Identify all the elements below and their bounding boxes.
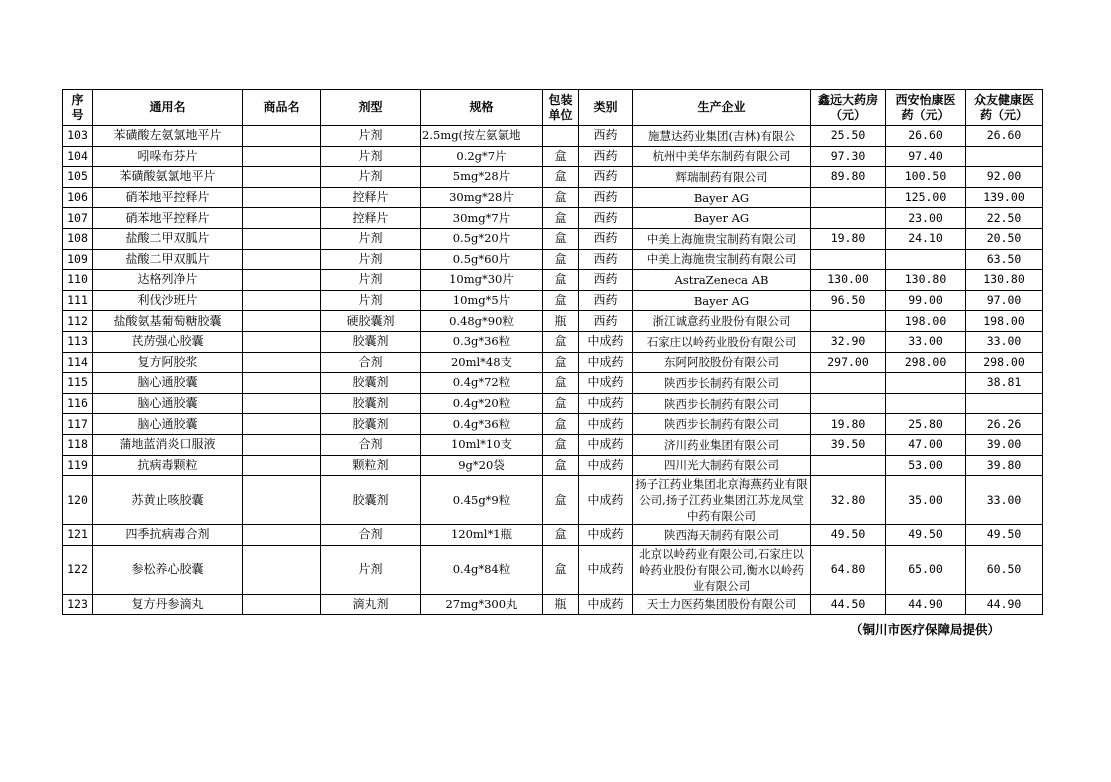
cell-brand-name: [243, 545, 321, 594]
cell-dosage-form: 片剂: [321, 249, 421, 270]
cell-brand-name: [243, 414, 321, 435]
cell-brand-name: [243, 167, 321, 188]
cell-brand-name: [243, 594, 321, 615]
cell-category: 西药: [579, 208, 633, 229]
cell-price-xian-yikang: 33.00: [886, 331, 966, 352]
cell-unit: 盒: [543, 146, 579, 167]
cell-category: 西药: [579, 270, 633, 291]
cell-category: 中成药: [579, 455, 633, 476]
cell-seq: 116: [63, 393, 93, 414]
cell-spec: 0.48g*90粒: [421, 311, 543, 332]
cell-manufacturer: 扬子江药业集团北京海燕药业有限公司,扬子江药业集团江苏龙凤堂中药有限公司: [633, 476, 811, 525]
cell-brand-name: [243, 146, 321, 167]
cell-price-xinyuan: [811, 249, 886, 270]
cell-dosage-form: 片剂: [321, 146, 421, 167]
table-row: [63, 393, 1043, 414]
cell-spec: 10mg*5片: [421, 290, 543, 311]
header-price-zhongyou: 众友健康医药（元）: [966, 90, 1043, 126]
cell-seq: 117: [63, 414, 93, 435]
cell-seq: 121: [63, 525, 93, 546]
cell-price-xian-yikang: 99.00: [886, 290, 966, 311]
cell-brand-name: [243, 290, 321, 311]
cell-price-xinyuan: [811, 311, 886, 332]
cell-brand-name: [243, 187, 321, 208]
cell-brand-name: [243, 476, 321, 525]
cell-price-xian-yikang: 26.60: [886, 126, 966, 147]
cell-generic-name: 参松养心胶囊: [93, 545, 243, 594]
cell-generic-name: 苏黄止咳胶囊: [93, 476, 243, 525]
table-row: [63, 476, 1043, 525]
cell-price-xinyuan: 297.00: [811, 352, 886, 373]
cell-category: 中成药: [579, 545, 633, 594]
table-row: [63, 290, 1043, 311]
cell-manufacturer: 中美上海施贵宝制药有限公司: [633, 228, 811, 249]
cell-price-xinyuan: 130.00: [811, 270, 886, 291]
cell-price-xian-yikang: 298.00: [886, 352, 966, 373]
cell-generic-name: 硝苯地平控释片: [93, 208, 243, 229]
cell-brand-name: [243, 208, 321, 229]
cell-price-zhongyou: 26.26: [966, 414, 1043, 435]
cell-manufacturer: 陕西海天制药有限公司: [633, 525, 811, 546]
table-row: [63, 545, 1043, 594]
cell-price-xinyuan: 96.50: [811, 290, 886, 311]
header-category: 类别: [579, 90, 633, 126]
cell-price-zhongyou: 44.90: [966, 594, 1043, 615]
table-row: [63, 187, 1043, 208]
cell-price-zhongyou: 139.00: [966, 187, 1043, 208]
cell-brand-name: [243, 249, 321, 270]
cell-unit: 盒: [543, 290, 579, 311]
cell-manufacturer: 北京以岭药业有限公司,石家庄以岭药业股份有限公司,衡水以岭药业有限公司: [633, 545, 811, 594]
cell-seq: 114: [63, 352, 93, 373]
header-generic-name: 通用名: [93, 90, 243, 126]
cell-seq: 115: [63, 373, 93, 394]
cell-price-xian-yikang: 23.00: [886, 208, 966, 229]
header-price-xian-yikang: 西安怡康医药（元）: [886, 90, 966, 126]
cell-price-xian-yikang: 97.40: [886, 146, 966, 167]
cell-unit: 盒: [543, 270, 579, 291]
cell-generic-name: 脑心通胶囊: [93, 414, 243, 435]
cell-spec: 20ml*48支: [421, 352, 543, 373]
cell-category: 中成药: [579, 331, 633, 352]
cell-price-xian-yikang: 53.00: [886, 455, 966, 476]
cell-manufacturer: 天士力医药集团股份有限公司: [633, 594, 811, 615]
cell-spec: 30mg*28片: [421, 187, 543, 208]
table-header-row: [63, 90, 1043, 126]
cell-price-xinyuan: 97.30: [811, 146, 886, 167]
cell-dosage-form: 胶囊剂: [321, 393, 421, 414]
table-row: [63, 249, 1043, 270]
cell-brand-name: [243, 393, 321, 414]
cell-manufacturer: 中美上海施贵宝制药有限公司: [633, 249, 811, 270]
cell-unit: 盒: [543, 434, 579, 455]
cell-dosage-form: 片剂: [321, 290, 421, 311]
cell-generic-name: 脑心通胶囊: [93, 393, 243, 414]
cell-generic-name: 硝苯地平控释片: [93, 187, 243, 208]
cell-price-xinyuan: 64.80: [811, 545, 886, 594]
cell-price-zhongyou: 26.60: [966, 126, 1043, 147]
cell-unit: 盒: [543, 167, 579, 188]
cell-spec: 2.5mg(按左氨氯地: [421, 126, 543, 147]
cell-generic-name: 盐酸二甲双胍片: [93, 228, 243, 249]
cell-dosage-form: 胶囊剂: [321, 476, 421, 525]
cell-spec: 0.4g*36粒: [421, 414, 543, 435]
table-row: [63, 414, 1043, 435]
cell-manufacturer: 施慧达药业集团(吉林)有限公: [633, 126, 811, 147]
cell-seq: 105: [63, 167, 93, 188]
cell-seq: 123: [63, 594, 93, 615]
cell-unit: 盒: [543, 228, 579, 249]
cell-seq: 112: [63, 311, 93, 332]
cell-manufacturer: 陕西步长制药有限公司: [633, 414, 811, 435]
cell-seq: 122: [63, 545, 93, 594]
cell-manufacturer: Bayer AG: [633, 187, 811, 208]
cell-price-zhongyou: 130.80: [966, 270, 1043, 291]
cell-price-xian-yikang: [886, 393, 966, 414]
table-row: [63, 311, 1043, 332]
cell-price-xinyuan: 25.50: [811, 126, 886, 147]
cell-price-xian-yikang: 25.80: [886, 414, 966, 435]
cell-generic-name: 盐酸二甲双胍片: [93, 249, 243, 270]
cell-price-zhongyou: 63.50: [966, 249, 1043, 270]
cell-manufacturer: AstraZeneca AB: [633, 270, 811, 291]
cell-manufacturer: 杭州中美华东制药有限公司: [633, 146, 811, 167]
cell-dosage-form: 胶囊剂: [321, 373, 421, 394]
cell-brand-name: [243, 455, 321, 476]
header-manufacturer: 生产企业: [633, 90, 811, 126]
cell-spec: 10ml*10支: [421, 434, 543, 455]
cell-spec: 0.45g*9粒: [421, 476, 543, 525]
cell-brand-name: [243, 270, 321, 291]
cell-seq: 111: [63, 290, 93, 311]
cell-category: 西药: [579, 311, 633, 332]
cell-price-xinyuan: 44.50: [811, 594, 886, 615]
cell-dosage-form: 滴丸剂: [321, 594, 421, 615]
cell-generic-name: 达格列净片: [93, 270, 243, 291]
cell-unit: 盒: [543, 352, 579, 373]
cell-category: 西药: [579, 187, 633, 208]
cell-price-zhongyou: 49.50: [966, 525, 1043, 546]
cell-price-xinyuan: 19.80: [811, 228, 886, 249]
cell-category: 西药: [579, 290, 633, 311]
source-caption: （铜川市医疗保障局提供）: [850, 622, 1001, 637]
cell-unit: 盒: [543, 476, 579, 525]
header-spec: 规格: [421, 90, 543, 126]
drug-price-table: [62, 89, 1043, 615]
cell-price-zhongyou: 298.00: [966, 352, 1043, 373]
cell-dosage-form: 胶囊剂: [321, 331, 421, 352]
cell-generic-name: 苯磺酸氨氯地平片: [93, 167, 243, 188]
cell-seq: 110: [63, 270, 93, 291]
cell-price-xian-yikang: 198.00: [886, 311, 966, 332]
cell-dosage-form: 合剂: [321, 525, 421, 546]
cell-price-xian-yikang: 35.00: [886, 476, 966, 525]
cell-manufacturer: 四川光大制药有限公司: [633, 455, 811, 476]
cell-category: 中成药: [579, 373, 633, 394]
header-seq: 序号: [63, 90, 93, 126]
cell-price-zhongyou: 60.50: [966, 545, 1043, 594]
header-dosage-form: 剂型: [321, 90, 421, 126]
table-row: [63, 373, 1043, 394]
cell-unit: 盒: [543, 249, 579, 270]
table-row: [63, 228, 1043, 249]
cell-manufacturer: Bayer AG: [633, 208, 811, 229]
cell-unit: 盒: [543, 525, 579, 546]
cell-seq: 119: [63, 455, 93, 476]
cell-price-xian-yikang: 24.10: [886, 228, 966, 249]
cell-price-xinyuan: [811, 208, 886, 229]
cell-price-xinyuan: 39.50: [811, 434, 886, 455]
cell-brand-name: [243, 434, 321, 455]
cell-spec: 5mg*28片: [421, 167, 543, 188]
cell-manufacturer: 石家庄以岭药业股份有限公司: [633, 331, 811, 352]
cell-price-xian-yikang: 65.00: [886, 545, 966, 594]
cell-price-zhongyou: [966, 393, 1043, 414]
cell-seq: 104: [63, 146, 93, 167]
cell-spec: 0.5g*20片: [421, 228, 543, 249]
cell-spec: 120ml*1瓶: [421, 525, 543, 546]
cell-price-xinyuan: [811, 455, 886, 476]
cell-price-zhongyou: 198.00: [966, 311, 1043, 332]
cell-price-zhongyou: 33.00: [966, 331, 1043, 352]
cell-spec: 9g*20袋: [421, 455, 543, 476]
cell-unit: 盒: [543, 373, 579, 394]
cell-category: 西药: [579, 228, 633, 249]
cell-dosage-form: 胶囊剂: [321, 414, 421, 435]
cell-price-zhongyou: 20.50: [966, 228, 1043, 249]
cell-price-xinyuan: [811, 393, 886, 414]
cell-generic-name: 吲哚布芬片: [93, 146, 243, 167]
cell-dosage-form: 控释片: [321, 208, 421, 229]
cell-brand-name: [243, 373, 321, 394]
cell-category: 中成药: [579, 393, 633, 414]
cell-category: 西药: [579, 146, 633, 167]
cell-category: 西药: [579, 167, 633, 188]
table-row: [63, 146, 1043, 167]
cell-brand-name: [243, 525, 321, 546]
cell-spec: 30mg*7片: [421, 208, 543, 229]
cell-manufacturer: 陕西步长制药有限公司: [633, 373, 811, 394]
cell-category: 中成药: [579, 594, 633, 615]
cell-price-xian-yikang: 100.50: [886, 167, 966, 188]
cell-price-xinyuan: 89.80: [811, 167, 886, 188]
cell-unit: 盒: [543, 208, 579, 229]
cell-brand-name: [243, 331, 321, 352]
table-row: [63, 455, 1043, 476]
cell-brand-name: [243, 352, 321, 373]
cell-price-xinyuan: [811, 187, 886, 208]
cell-manufacturer: 济川药业集团有限公司: [633, 434, 811, 455]
cell-seq: 106: [63, 187, 93, 208]
cell-seq: 108: [63, 228, 93, 249]
cell-dosage-form: 颗粒剂: [321, 455, 421, 476]
cell-dosage-form: 片剂: [321, 545, 421, 594]
cell-generic-name: 苯磺酸左氨氯地平片: [93, 126, 243, 147]
cell-seq: 113: [63, 331, 93, 352]
table-row: [63, 126, 1043, 147]
cell-spec: 27mg*300丸: [421, 594, 543, 615]
table-row: [63, 594, 1043, 615]
table-body: [63, 126, 1043, 615]
cell-spec: 0.4g*20粒: [421, 393, 543, 414]
cell-spec: 0.5g*60片: [421, 249, 543, 270]
cell-seq: 118: [63, 434, 93, 455]
cell-brand-name: [243, 126, 321, 147]
cell-generic-name: 脑心通胶囊: [93, 373, 243, 394]
cell-price-xian-yikang: 49.50: [886, 525, 966, 546]
cell-generic-name: 蒲地蓝消炎口服液: [93, 434, 243, 455]
cell-price-xinyuan: [811, 373, 886, 394]
cell-generic-name: 利伐沙班片: [93, 290, 243, 311]
cell-spec: 0.2g*7片: [421, 146, 543, 167]
cell-generic-name: 复方阿胶浆: [93, 352, 243, 373]
cell-price-zhongyou: 39.00: [966, 434, 1043, 455]
table-row: [63, 434, 1043, 455]
cell-category: 西药: [579, 126, 633, 147]
cell-manufacturer: Bayer AG: [633, 290, 811, 311]
cell-category: 中成药: [579, 352, 633, 373]
table-row: [63, 525, 1043, 546]
cell-price-xinyuan: 49.50: [811, 525, 886, 546]
cell-unit: 盒: [543, 414, 579, 435]
cell-spec: 10mg*30片: [421, 270, 543, 291]
cell-generic-name: 复方丹参滴丸: [93, 594, 243, 615]
cell-category: 西药: [579, 249, 633, 270]
header-brand-name: 商品名: [243, 90, 321, 126]
cell-price-xinyuan: 32.90: [811, 331, 886, 352]
cell-spec: 0.3g*36粒: [421, 331, 543, 352]
cell-unit: 盒: [543, 393, 579, 414]
cell-unit: 盒: [543, 331, 579, 352]
cell-price-xinyuan: 19.80: [811, 414, 886, 435]
cell-manufacturer: 陕西步长制药有限公司: [633, 393, 811, 414]
cell-unit: 盒: [543, 187, 579, 208]
cell-price-zhongyou: 33.00: [966, 476, 1043, 525]
cell-price-xian-yikang: 47.00: [886, 434, 966, 455]
table-row: [63, 208, 1043, 229]
cell-brand-name: [243, 311, 321, 332]
cell-generic-name: 盐酸氨基葡萄糖胶囊: [93, 311, 243, 332]
cell-price-xian-yikang: 125.00: [886, 187, 966, 208]
cell-dosage-form: 合剂: [321, 352, 421, 373]
cell-unit: 瓶: [543, 594, 579, 615]
cell-unit: 盒: [543, 455, 579, 476]
cell-price-zhongyou: 97.00: [966, 290, 1043, 311]
cell-category: 中成药: [579, 414, 633, 435]
cell-price-xian-yikang: [886, 249, 966, 270]
cell-category: 中成药: [579, 434, 633, 455]
cell-manufacturer: 东阿阿胶股份有限公司: [633, 352, 811, 373]
cell-generic-name: 芪苈强心胶囊: [93, 331, 243, 352]
cell-dosage-form: 片剂: [321, 270, 421, 291]
cell-brand-name: [243, 228, 321, 249]
cell-unit: [543, 126, 579, 147]
cell-price-xian-yikang: [886, 373, 966, 394]
cell-price-zhongyou: 22.50: [966, 208, 1043, 229]
cell-seq: 107: [63, 208, 93, 229]
cell-price-xian-yikang: 44.90: [886, 594, 966, 615]
cell-manufacturer: 浙江诚意药业股份有限公司: [633, 311, 811, 332]
cell-dosage-form: 硬胶囊剂: [321, 311, 421, 332]
cell-unit: 瓶: [543, 311, 579, 332]
cell-dosage-form: 控释片: [321, 187, 421, 208]
cell-generic-name: 抗病毒颗粒: [93, 455, 243, 476]
cell-price-xian-yikang: 130.80: [886, 270, 966, 291]
cell-seq: 120: [63, 476, 93, 525]
table-row: [63, 331, 1043, 352]
cell-dosage-form: 片剂: [321, 167, 421, 188]
cell-category: 中成药: [579, 476, 633, 525]
header-price-xinyuan: 鑫远大药房（元）: [811, 90, 886, 126]
cell-spec: 0.4g*72粒: [421, 373, 543, 394]
cell-seq: 103: [63, 126, 93, 147]
cell-price-zhongyou: 39.80: [966, 455, 1043, 476]
cell-dosage-form: 合剂: [321, 434, 421, 455]
table-row: [63, 167, 1043, 188]
cell-unit: 盒: [543, 545, 579, 594]
table-row: [63, 352, 1043, 373]
header-unit: 包装单位: [543, 90, 579, 126]
cell-price-zhongyou: [966, 146, 1043, 167]
cell-price-zhongyou: 92.00: [966, 167, 1043, 188]
cell-price-xinyuan: 32.80: [811, 476, 886, 525]
cell-generic-name: 四季抗病毒合剂: [93, 525, 243, 546]
table-row: [63, 270, 1043, 291]
cell-manufacturer: 辉瑞制药有限公司: [633, 167, 811, 188]
cell-dosage-form: 片剂: [321, 228, 421, 249]
cell-spec: 0.4g*84粒: [421, 545, 543, 594]
cell-price-zhongyou: 38.81: [966, 373, 1043, 394]
cell-category: 中成药: [579, 525, 633, 546]
cell-seq: 109: [63, 249, 93, 270]
cell-dosage-form: 片剂: [321, 126, 421, 147]
